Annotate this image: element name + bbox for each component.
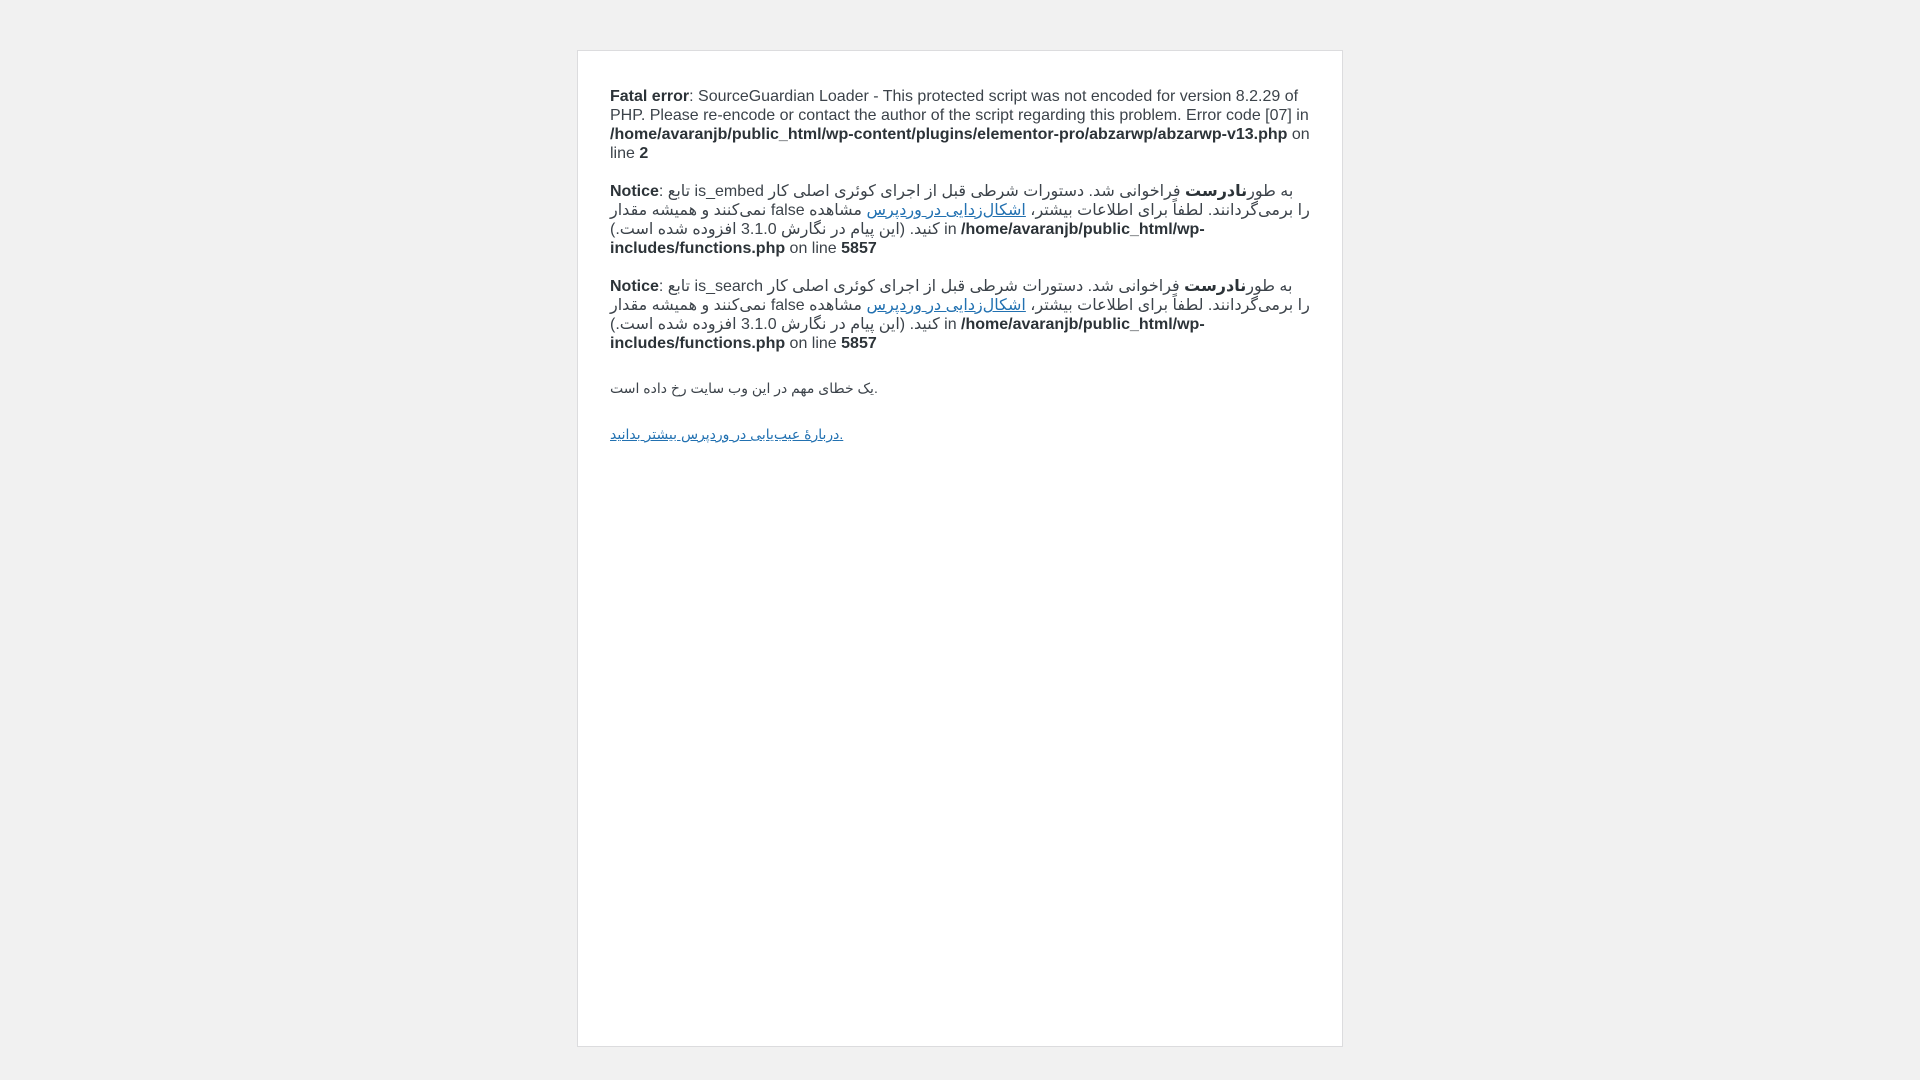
notice-on-line: on line xyxy=(785,240,842,257)
notice-label: Notice xyxy=(610,278,659,295)
fatal-error-line-number: 2 xyxy=(639,145,649,162)
fatal-error-path: /home/avaranjb/public_html/wp-content/plugins/elementor-pro/abzarwp/abzarwp-v13.php xyxy=(610,126,1288,143)
debugging-link[interactable]: اشکال‌زدایی در وردپرس xyxy=(866,202,1026,219)
critical-error-message: یک خطای مهم در این وب سایت رخ داده است. xyxy=(610,380,878,396)
notice-text: فراخوانی شد. دستورات شرطی قبل از اجرای کوئری اصلی کار نمی‌کنند و همیشه مقدار false را برمی‌گردانند. لطفاً برای اطلاعات بیشتر، xyxy=(610,183,1310,219)
learn-more-paragraph xyxy=(610,424,1310,444)
notice-text: مشاهده کنید. (این پیام در نگارش 3.1.0 افزوده شده است.) in xyxy=(610,202,962,238)
notice-text: : تابع is_search به طور xyxy=(658,278,1293,295)
notice-message-embed xyxy=(610,182,1310,258)
debugging-link[interactable]: اشکال‌زدایی در وردپرس xyxy=(866,297,1026,314)
notice-bold-word: نادرست xyxy=(1185,183,1248,200)
fatal-error-message xyxy=(610,87,1310,163)
learn-more-link[interactable]: دربارهٔ عیب‌یابی در وردپرس بیشتر بدانید. xyxy=(610,426,844,442)
notice-path: /home/avaranjb/public_html/wp-includes/functions.php xyxy=(610,221,1205,257)
notice-bold-word: نادرست xyxy=(1184,278,1247,295)
error-page-card xyxy=(577,50,1343,1047)
fatal-error-on-line: on line xyxy=(610,126,1310,162)
fatal-error-label: Fatal error xyxy=(610,88,690,105)
notice-text: مشاهده کنید. (این پیام در نگارش 3.1.0 افزوده شده است.) in xyxy=(610,297,962,333)
notice-message-search xyxy=(610,277,1310,353)
notice-label: Notice xyxy=(610,183,659,200)
notice-path: /home/avaranjb/public_html/wp-includes/functions.php xyxy=(610,316,1205,352)
notice-text: فراخوانی شد. دستورات شرطی قبل از اجرای کوئری اصلی کار نمی‌کنند و همیشه مقدار false را برمی‌گردانند. لطفاً برای اطلاعات بیشتر، xyxy=(610,278,1310,314)
notice-line-number: 5857 xyxy=(841,240,877,257)
notice-on-line: on line xyxy=(785,335,842,352)
fatal-error-text: : SourceGuardian Loader - This protected script was not encoded for version 8.2.29 of PHP. Please re-encode or contact the author of the script regarding this problem. Error code [07] in xyxy=(610,88,1309,124)
notice-text: : تابع is_embed به طور xyxy=(658,183,1294,200)
notice-line-number: 5857 xyxy=(841,335,877,352)
